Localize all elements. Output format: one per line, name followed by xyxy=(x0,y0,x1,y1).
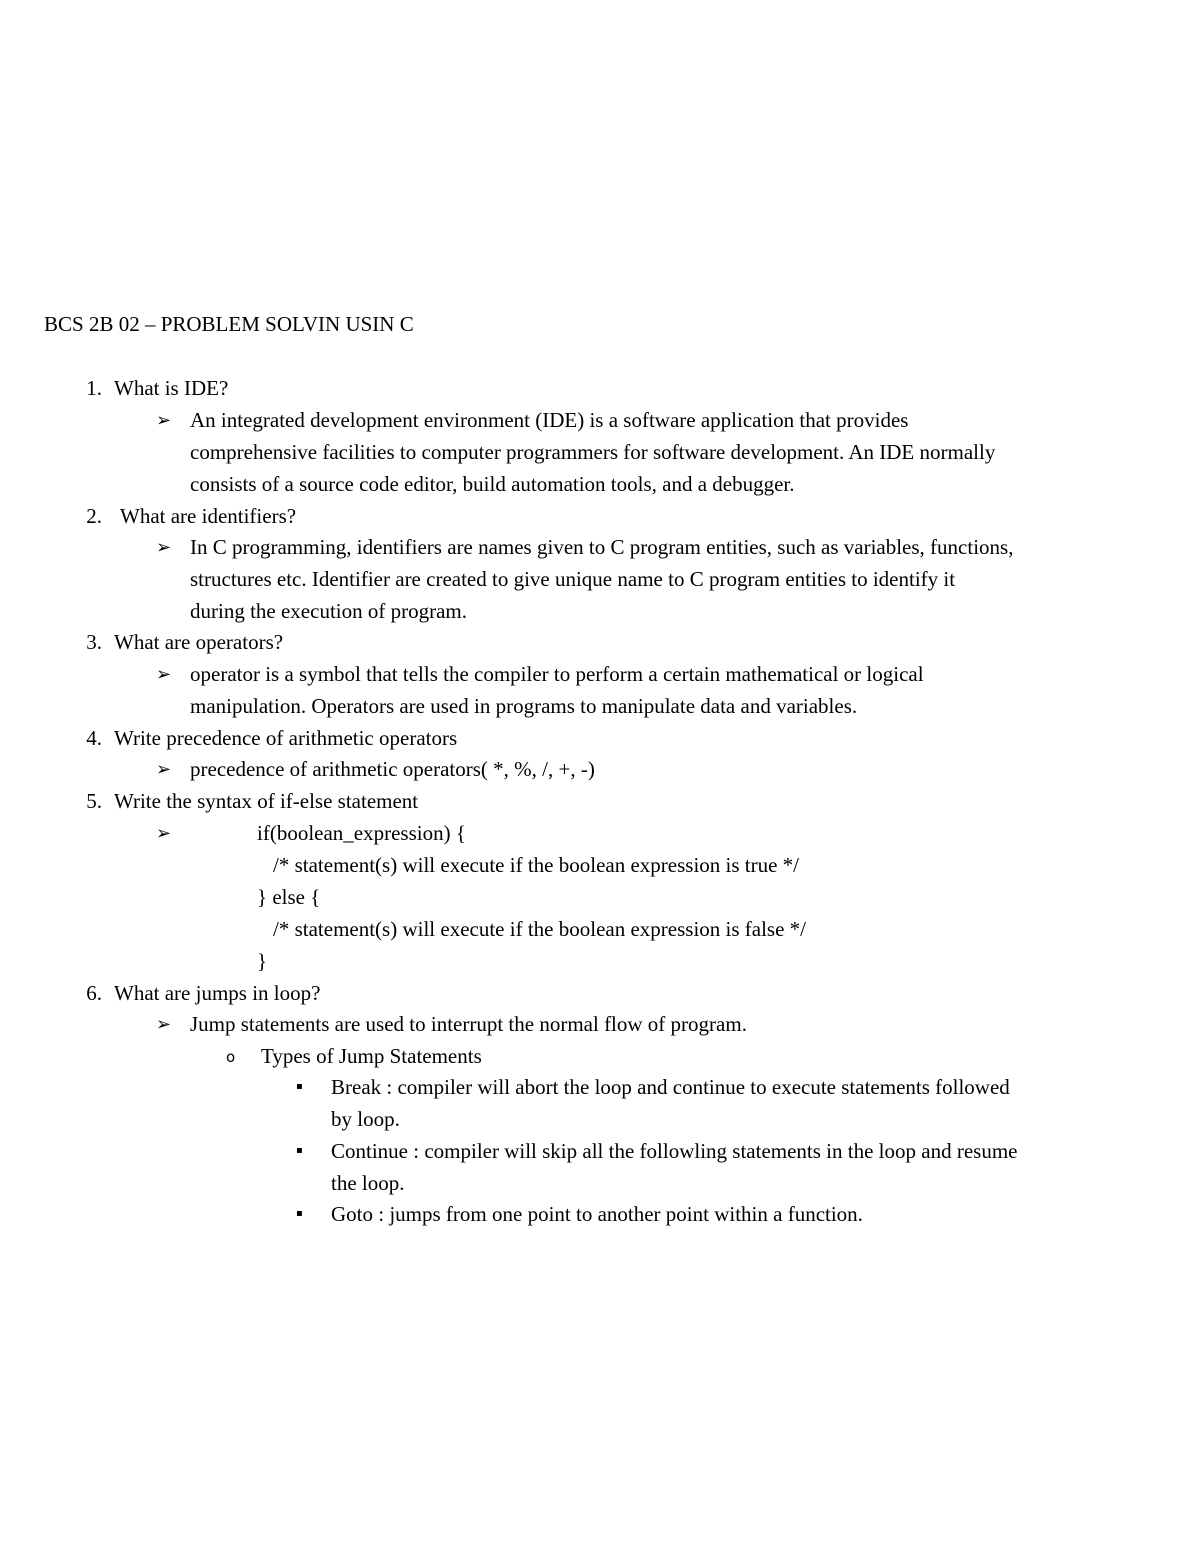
jump-type-line: the loop. xyxy=(331,1171,405,1195)
arrow-bullet-icon: ➢ xyxy=(156,664,172,685)
answer-line: precedence of arithmetic operators( *, %, /, +, -) xyxy=(190,757,595,781)
question-text: Write precedence of arithmetic operators xyxy=(114,726,458,750)
arrow-bullet-icon: ➢ xyxy=(156,1014,172,1035)
question-number: 5. xyxy=(86,789,102,813)
jump-type-line: Break : compiler will abort the loop and continue to execute statements followed xyxy=(331,1075,1010,1099)
arrow-bullet-icon: ➢ xyxy=(156,823,172,844)
code-line: /* statement(s) will execute if the boolean expression is false */ xyxy=(273,917,807,941)
question-number: 3. xyxy=(86,630,102,654)
square-bullet-icon: ▪ xyxy=(296,1208,303,1219)
answer-line: structures etc. Identifier are created to give unique name to C program entities to identify it xyxy=(190,567,956,591)
document-title: BCS 2B 02 – PROBLEM SOLVIN USIN C xyxy=(44,312,414,336)
answer-line: operator is a symbol that tells the compiler to perform a certain mathematical or logical xyxy=(190,662,924,686)
answer-line: comprehensive facilities to computer programmers for software development. An IDE normally xyxy=(190,440,996,464)
question-number: 6. xyxy=(86,981,102,1005)
answer-line: An integrated development environment (IDE) is a software application that provides xyxy=(190,408,909,432)
jump-type-line: Goto : jumps from one point to another point within a function. xyxy=(331,1202,863,1226)
circle-bullet-icon: o xyxy=(226,1048,236,1066)
square-bullet-icon: ▪ xyxy=(296,1145,303,1156)
arrow-bullet-icon: ➢ xyxy=(156,410,172,431)
question-text: Write the syntax of if-else statement xyxy=(114,789,419,813)
question-text: What are identifiers? xyxy=(120,504,297,528)
sub-heading: Types of Jump Statements xyxy=(261,1044,482,1068)
question-number: 4. xyxy=(86,726,102,750)
answer-line: consists of a source code editor, build automation tools, and a debugger. xyxy=(190,472,795,496)
answer-line: In C programming, identifiers are names given to C program entities, such as variables, functions, xyxy=(190,535,1014,559)
arrow-bullet-icon: ➢ xyxy=(156,537,172,558)
code-line: if(boolean_expression) { xyxy=(257,821,466,845)
code-line: } xyxy=(257,949,268,973)
answer-line: manipulation. Operators are used in programs to manipulate data and variables. xyxy=(190,694,858,718)
answer-line: during the execution of program. xyxy=(190,599,467,623)
code-line: } else { xyxy=(257,885,321,909)
question-text: What is IDE? xyxy=(114,376,229,400)
question-text: What are operators? xyxy=(114,630,284,654)
question-number: 2. xyxy=(86,504,102,528)
code-line: /* statement(s) will execute if the boolean expression is true */ xyxy=(273,853,800,877)
answer-line: Jump statements are used to interrupt the normal flow of program. xyxy=(190,1012,747,1036)
question-text: What are jumps in loop? xyxy=(114,981,321,1005)
question-number: 1. xyxy=(86,376,102,400)
square-bullet-icon: ▪ xyxy=(296,1081,303,1092)
jump-type-line: by loop. xyxy=(331,1107,400,1131)
jump-type-line: Continue : compiler will skip all the followling statements in the loop and resume xyxy=(331,1139,1018,1163)
arrow-bullet-icon: ➢ xyxy=(156,759,172,780)
